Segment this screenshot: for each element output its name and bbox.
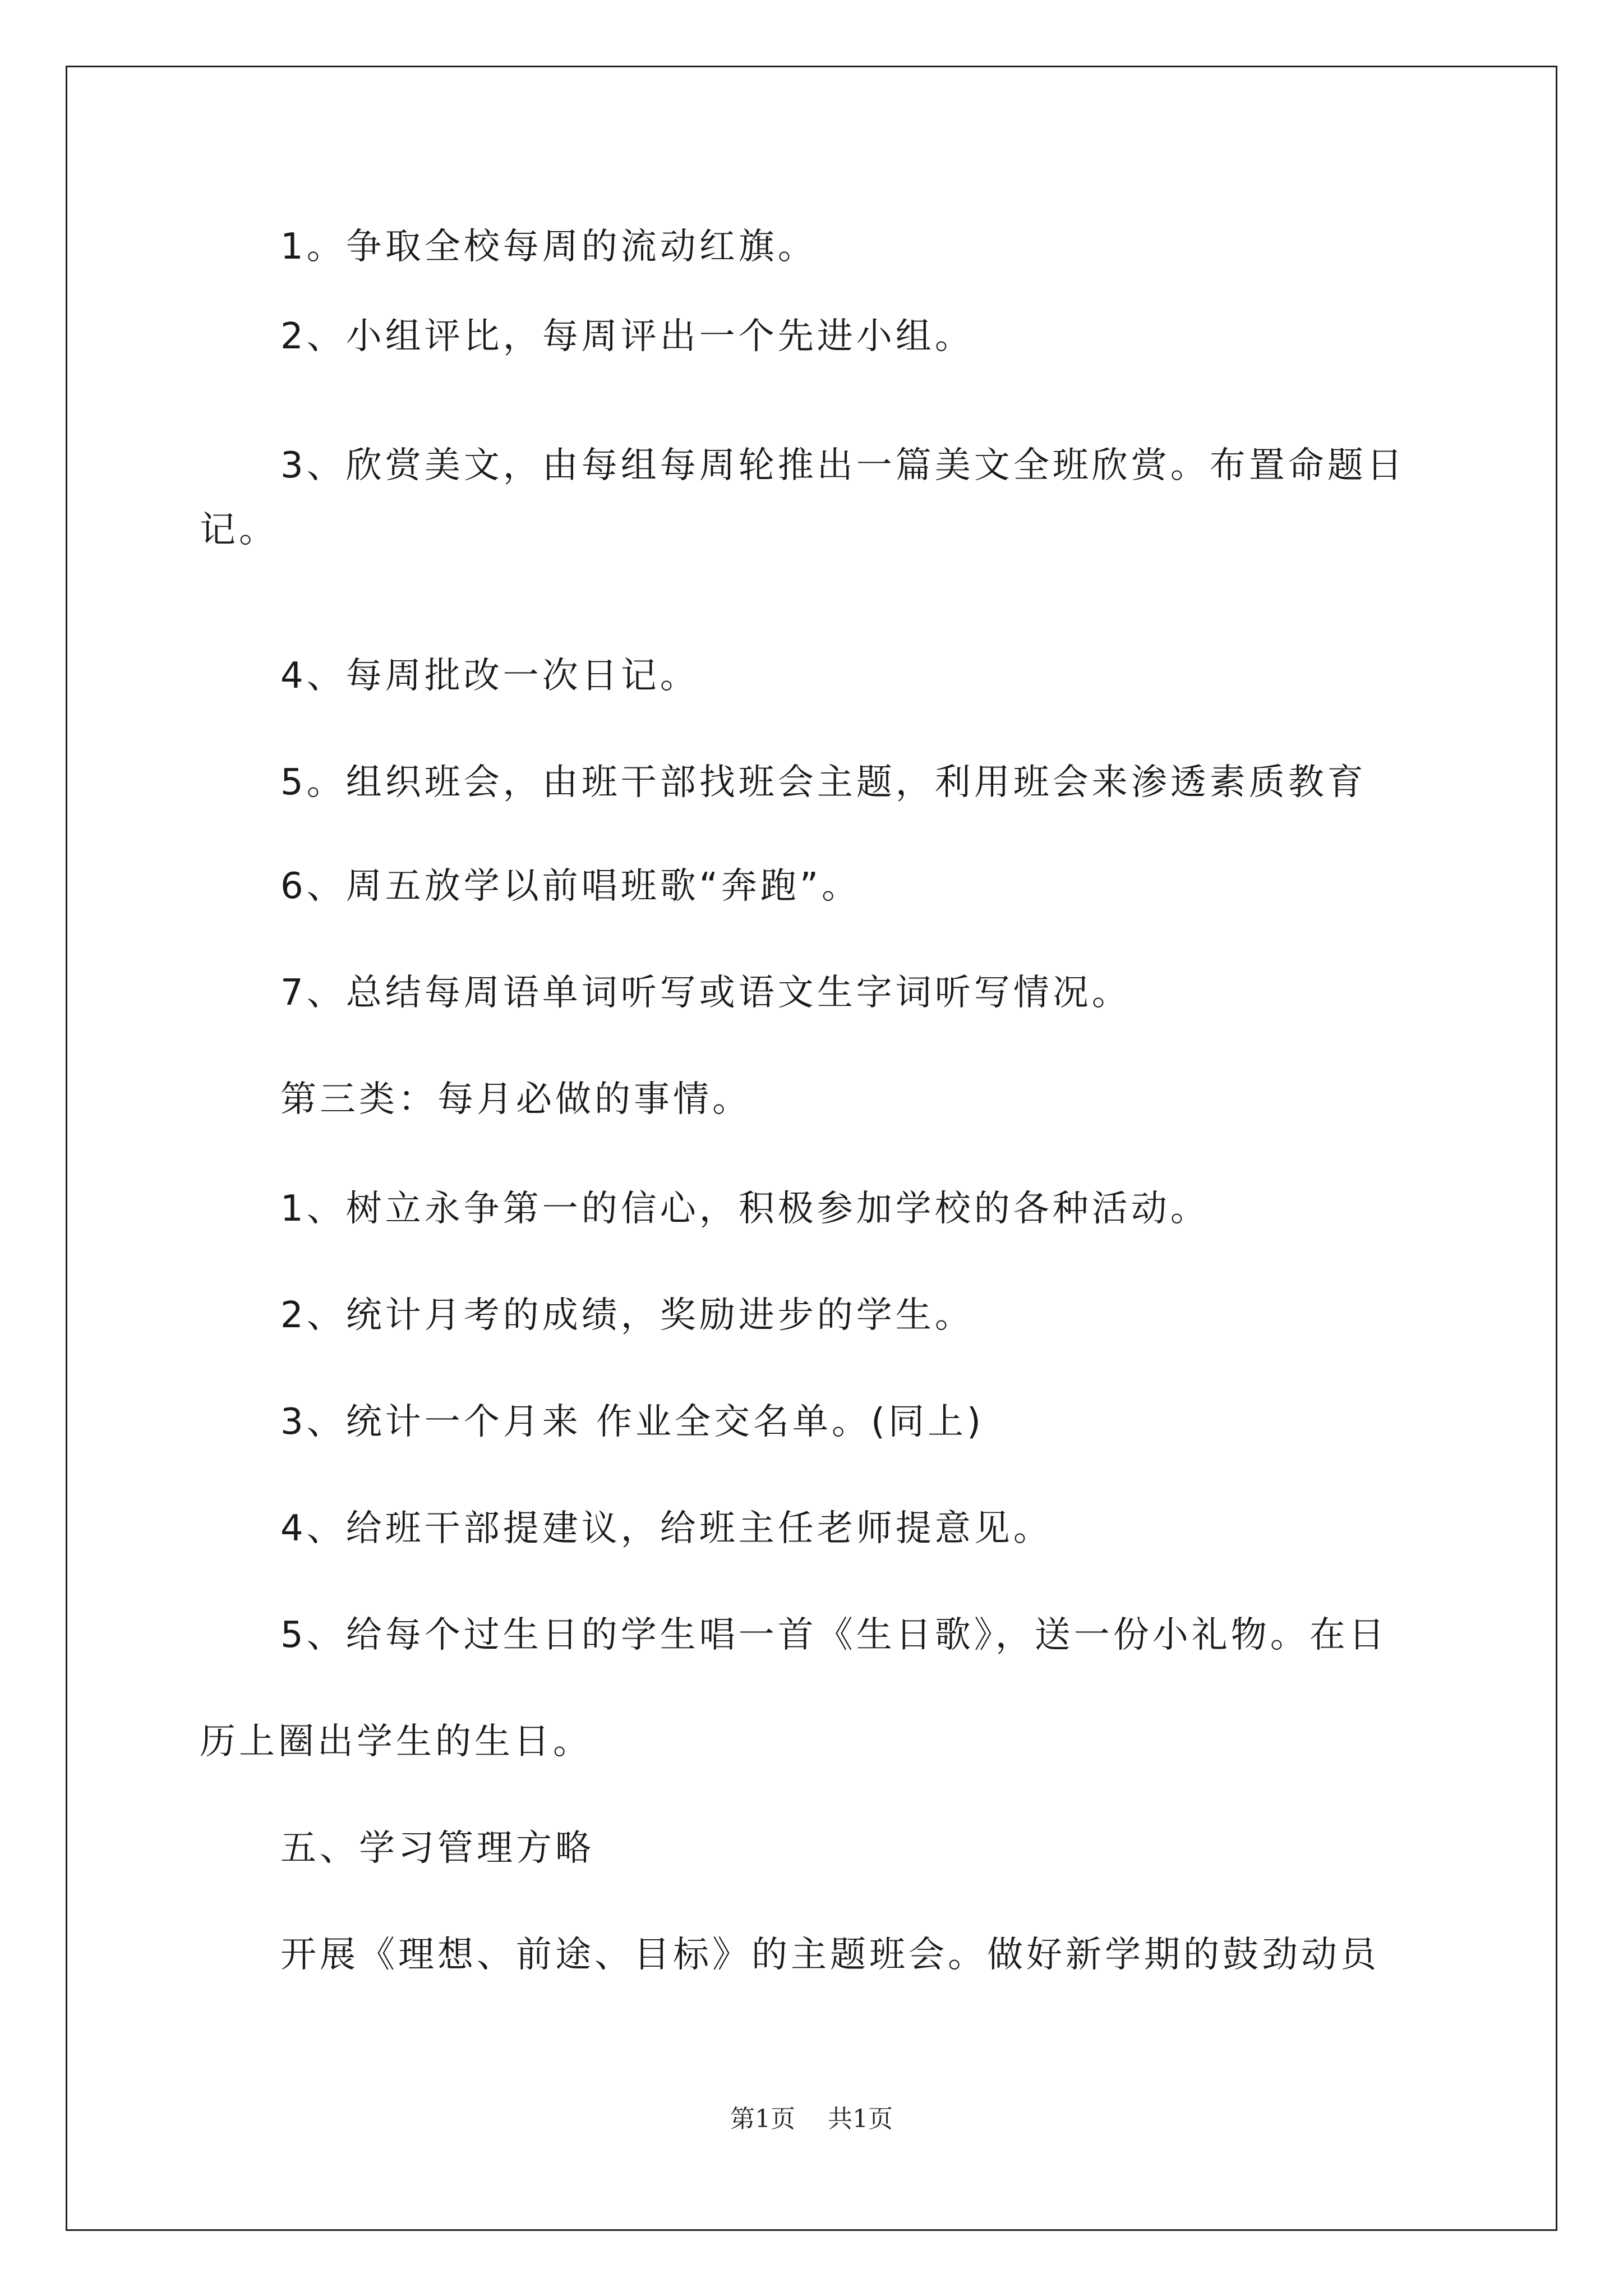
text-line-10: 1、树立永争第一的信心，积极参加学校的各种活动。 bbox=[280, 1188, 1210, 1230]
text-line-13: 4、给班干部提建议，给班主任老师提意见。 bbox=[280, 1508, 1053, 1549]
text-line-12: 3、统计一个月来 作业全交名单。(同上) bbox=[280, 1401, 984, 1443]
page-number-current: 第1页 bbox=[730, 2105, 795, 2133]
page-footer bbox=[0, 2102, 1623, 2136]
text-line-7: 6、周五放学以前唱班歌“奔跑”。 bbox=[280, 866, 861, 907]
text-line-3: 3、欣赏美文，由每组每周轮推出一篇美文全班欣赏。布置命题日 bbox=[280, 445, 1406, 486]
text-line-6: 5。组织班会，由班干部找班会主题，利用班会来渗透素质教育 bbox=[280, 762, 1367, 803]
text-line-9: 第三类：每月必做的事情。 bbox=[280, 1079, 751, 1120]
text-line-15: 历上圈出学生的生日。 bbox=[200, 1721, 592, 1763]
text-line-1: 1。争取全校每周的流动红旗。 bbox=[280, 226, 817, 268]
text-line-14: 5、给每个过生日的学生唱一首《生日歌》，送一份小礼物。在日 bbox=[280, 1614, 1388, 1656]
text-line-5: 4、每周批改一次日记。 bbox=[280, 655, 699, 697]
text-line-11: 2、统计月考的成绩，奖励进步的学生。 bbox=[280, 1295, 974, 1336]
text-line-2: 2、小组评比，每周评出一个先进小组。 bbox=[280, 316, 974, 357]
page-number-total: 共1页 bbox=[828, 2105, 893, 2133]
text-line-8: 7、总结每周语单词听写或语文生字词听写情况。 bbox=[280, 972, 1131, 1014]
text-line-4: 记。 bbox=[200, 509, 278, 551]
text-line-16: 五、学习管理方略 bbox=[280, 1828, 594, 1869]
text-line-17: 开展《理想、前途、目标》的主题班会。做好新学期的鼓劲动员 bbox=[280, 1934, 1380, 1976]
